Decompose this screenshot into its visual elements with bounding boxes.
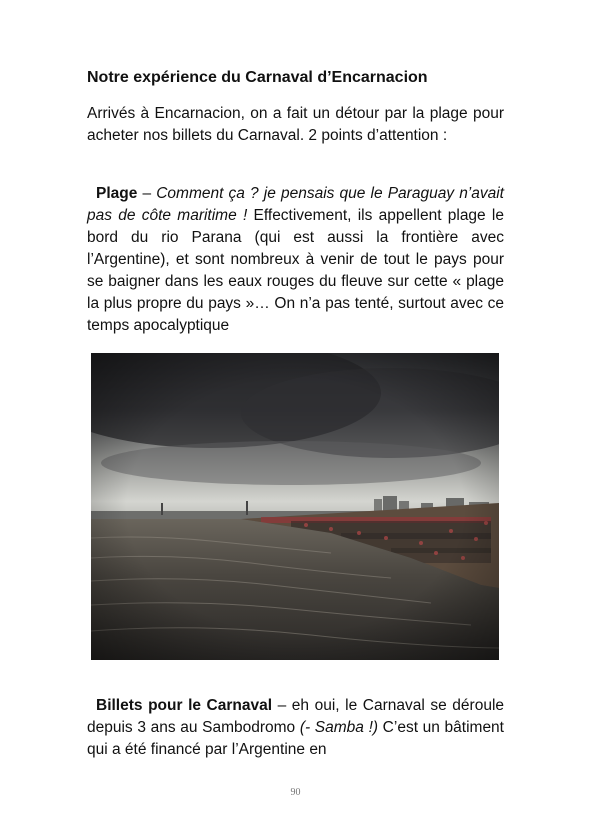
tickets-term: Billets pour le Carnaval: [96, 697, 273, 714]
beach-body: Effectivement, ils appellent plage le bord du rio Parana (qui est aussi la frontière avec l’Argentine), et sont nombreux à venir de tout le pays pour se baigner dans les eaux rouges du fleuve sur cette « plage la plus propre du pays »… On n’a pas tenté, surtout avec ce temps apocalyptique: [87, 207, 504, 334]
tickets-paragraph: [87, 695, 504, 761]
beach-dash: –: [137, 185, 157, 202]
page-number: 90: [290, 787, 301, 798]
tickets-body-b: C’est un bâtiment qui a été financé par l’Argentine en: [87, 719, 504, 758]
beach-term: Plage: [96, 185, 138, 202]
beach-paragraph: [87, 183, 504, 337]
beach-photo: [91, 353, 499, 660]
intro-paragraph: Arrivés à Encarnacion, on a fait un détour par la plage pour acheter nos billets du Carnaval. 2 points d’attention :: [87, 105, 504, 144]
tickets-italic-samba: (- Samba !): [299, 719, 379, 736]
section-heading: Notre expérience du Carnaval d’Encarnacion: [87, 69, 428, 86]
tickets-dash: –: [272, 697, 292, 714]
beach-italic-question: Comment ça ? je pensais que le Paraguay n’avait pas de côte maritime !: [87, 185, 504, 224]
beach-photo-illustration: [91, 353, 499, 660]
tickets-body-a: eh oui, le Carnaval se déroule depuis 3 ans au Sambodromo: [87, 697, 505, 736]
